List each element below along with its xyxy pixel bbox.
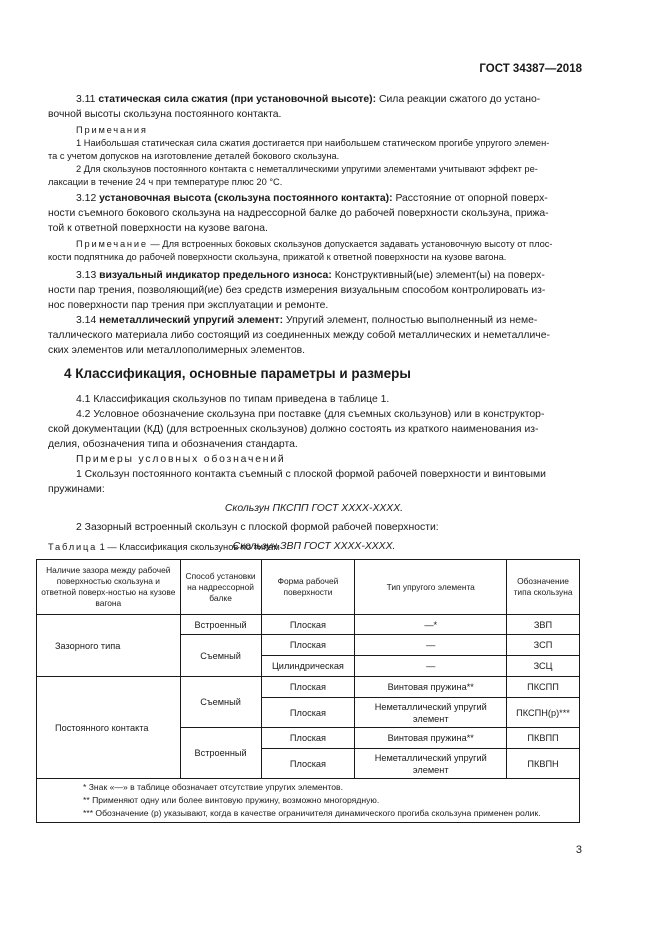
clause-3-12: 3.12 установочная высота (скользуна постоянного контакта): Расстояние от опорной поверх- ности съемного бокового скользуна на надрессорной балке до рабочей поверхности скользуна, прижа- той к ответной поверхности на кузове вагона. [48,193,549,234]
notes-title: Примечания [76,125,148,135]
term-3-11: статическая сила сжатия (при установочной высоте): [98,94,377,105]
cell-mount: Встроенный [180,615,261,635]
cell-code: ЗСП [507,635,580,656]
example-1: 1 Скользун постоянного контакта съемный с плоской формой рабочей поверхности и винтовыми [76,469,546,480]
table-note-1: * Знак «—» в таблице обозначает отсутствие упругих элементов. [83,782,343,792]
table-note-2: ** Применяют одну или более винтовую пружину, возможно многорядную. [83,795,380,805]
cell-mount: Встроенный [180,728,261,779]
header-form: Форма рабочей поверхности [261,560,355,615]
cell-elastic: —* [355,615,507,635]
cell-form: Плоская [261,615,355,635]
cell-form: Плоская [261,728,355,749]
cell-code: ПКВПН [507,749,580,779]
header-code: Обозначение типа скользуна [507,560,580,615]
example-2: 2 Зазорный встроенный скользун с плоской формой рабочей поверхности: [76,522,439,533]
cell-elastic: — [355,656,507,677]
cell-mount: Съемный [180,677,261,728]
cell-code: ПКСПН(р)*** [507,698,580,728]
cell-mount: Съемный [180,635,261,677]
cell-elastic: — [355,635,507,656]
cell-elastic: Винтовая пружина** [355,677,507,698]
cell-code: ПКВПП [507,728,580,749]
clause-3-11: 3.11 статическая сила сжатия (при установочной высоте): Сила реакции сжатого до устано- вочной высоты скользуна постоянного контакта. [48,94,541,120]
clause-3-14: 3.14 неметаллический упругий элемент: Упругий элемент, полностью выполненный из неме- таллического материала либо состоящий из соединенных между собой металлических и неметалличе- ских элементов или металлополимерных элементов. [48,315,550,356]
note-3-12: Примечание — Для встроенных боковых скользунов допускается задавать установочную высоту от плос- кости подпятника до рабочей поверхности скользуна, прижатой к ответной поверхности на кузове вагона. [48,239,553,262]
clause-4-2: 4.2 Условное обозначение скользуна при поставке (для съемных скользунов) или в конструктор- [76,409,545,420]
header-mount: Способ установки на надрессорной балке [180,560,261,615]
table-wrap [36,559,580,823]
cell-form: Плоская [261,698,355,728]
cell-elastic: Неметаллический упругий элемент [355,749,507,779]
cell-form: Плоская [261,677,355,698]
cell-form: Цилиндрическая [261,656,355,677]
group-gap-type: Зазорного типа [37,615,181,677]
clauses-4-1-4-2: 4.1 Классификация скользунов по типам приведена в таблице 1. 4.2 Условное обозначение скользуна при поставке (для съемных скользунов) или в конструктор- ской документации (КД) (для встроенных скользунов) должно состоять из краткого наименования из- делия, обозначения типа и обозначения стандарта. Примеры условных обозначений 1 Скользун постоянного контакта съемный с плоской формой рабочей поверхности и винтовыми пружинами: Скользун ПКСПП ГОСТ ХХХХ-ХХХХ. 2 Зазорный встроенный скользун с плоской формой рабочей поверхности: Скользун ЗВП ГОСТ ХХХХ-ХХХХ. [48,392,580,554]
cell-elastic: Винтовая пружина** [355,728,507,749]
cell-code: ПКСПП [507,677,580,698]
table-notes [37,779,580,823]
example-2-code: Скользун ЗВП ГОСТ ХХХХ-ХХХХ. [232,541,396,552]
page-header: ГОСТ 34387—2018 [479,63,582,75]
clause-4-1: 4.1 Классификация скользунов по типам приведена в таблице 1. [76,394,390,405]
cell-elastic: Неметаллический упругий элемент [355,698,507,728]
page-number: 3 [575,844,582,856]
group-constant-contact: Постоянного контакта [37,677,181,779]
note-title: Примечание [76,239,148,249]
table-header-row [37,560,580,615]
classification-table [36,559,580,823]
cell-code: ЗСЦ [507,656,580,677]
term-3-14: неметаллический упругий элемент: [99,315,284,326]
table-notes-row [37,779,580,823]
examples-title: Примеры условных обозначений [76,454,286,465]
notes-3-11: Примечания 1 Наибольшая статическая сила сжатия достигается при наибольшем статическом прогибе упругого элемен- та с учетом допусков на изготовление деталей бокового скользуна. 2 Для скользунов постоянного контакта с неметаллическими упругими элементами учитывают эффект ре- лаксации в течение 24 ч при температуре плюс 20 °С. [48,125,550,187]
table-row [37,615,580,635]
section-4-heading-wrap [48,366,580,381]
clause-3-13: 3.13 визуальный индикатор предельного износа: Конструктивный(ые) элемент(ы) на поверх- ности пар трения, позволяющий(ие) без средств измерения визуальным способом контролировать из- нос поверхности пар трения при эксплуатации и ремонте. [48,270,546,311]
table-note-3: *** Обозначение (р) указывают, когда в качестве ограничителя динамического прогиба скользуна применен ролик. [83,808,541,818]
header-gap: Наличие зазора между рабочей поверхностью скользуна и ответной поверх-ностью на кузове вагона [37,560,181,615]
table-row [37,677,580,698]
cell-form: Плоская [261,635,355,656]
header-elastic: Тип упругого элемента [355,560,507,615]
term-3-12: установочная высота (скользуна постоянного контакта): [99,193,393,204]
section-4-heading: 4 Классификация, основные параметры и размеры [64,366,411,381]
cell-form: Плоская [261,749,355,779]
term-3-13: визуальный индикатор предельного износа: [99,270,332,281]
cell-code: ЗВП [507,615,580,635]
table-caption: Таблица 1 — Классификация скользунов по типам [48,542,280,552]
example-1-code: Скользун ПКСПП ГОСТ ХХХХ-ХХХХ. [224,503,404,514]
